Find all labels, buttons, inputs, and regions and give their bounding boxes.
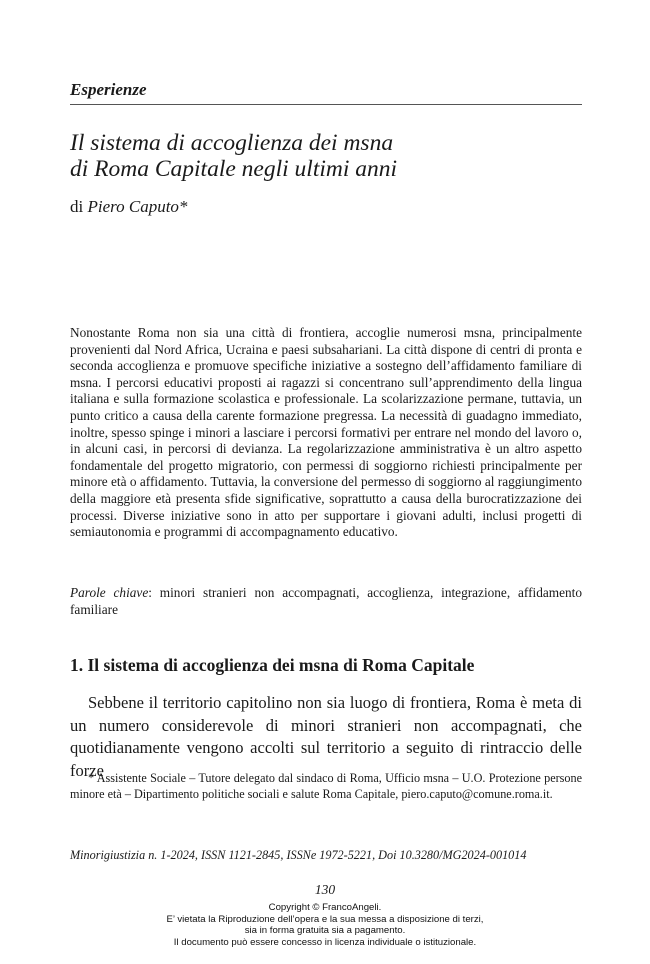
- title-line-1: Il sistema di accoglienza dei msna: [70, 130, 394, 156]
- footnote-text: * Assistente Sociale – Tutore delegato dal sindaco di Roma, Ufficio msna – U.O. Protezione persone minore età – Dipartimento politiche sociali e salute Roma Capitale, piero.caputo@comune.roma.it.: [70, 771, 582, 801]
- copyright-notice: [0, 902, 650, 948]
- abstract: [70, 325, 582, 541]
- copyright-line-2: E’ vietata la Riproduzione dell’opera e la sua messa a disposizione di terzi,: [166, 913, 484, 925]
- section-heading: 1. Il sistema di accoglienza dei msna di Roma Capitale: [70, 655, 475, 675]
- journal-citation: Minorigiustizia n. 1-2024, ISSN 1121-2845, ISSNe 1972-5221, Doi 10.3280/MG2024-001014: [70, 848, 527, 862]
- title-line-2: di Roma Capitale negli ultimi anni: [70, 156, 398, 182]
- byline: [70, 197, 187, 217]
- abstract-text: Nonostante Roma non sia una città di frontiera, accoglie numerosi msna, principalmente provenienti dal Nord Africa, Ucraina e paesi subsahariani. La città dispone di centri di pronta e seconda accoglienza e promuove specifiche iniziative a sostegno dell’affidamento familiare di msna. I percorsi educativi proposti ai ragazzi si concentrano sull’apprendimento della lingua italiana e sulla formazione scolastica e professionale. La scolarizzazione permane, tuttavia, un punto critico a causa della carente formazione pregressa. La necessità di guadagno immediato, inoltre, spesso spinge i minori a lasciare i percorsi formativi per entrare nel mondo del lavoro o, in alcuni casi, in percorsi di devianza. La regolarizzazione amministrativa è un altro aspetto fondamentale del progetto migratorio, con permessi di soggiorno richiesti principalmente per minore età o affidamento. Tuttavia, la conversione del permesso di soggiorno al raggiungimento della maggiore età presenta sfide significative, soprattutto a causa della burocratizzazione dei processi. Diverse iniziative sono in atto per supportare i giovani adulti, inclusi progetti di semiautonomia e programmi di accompagnamento educativo.: [70, 325, 582, 540]
- keywords-text: : minori stranieri non accompagnati, accoglienza, integrazione, affidamento familiare: [70, 585, 582, 617]
- copyright-line-1: Copyright © FrancoAngeli.: [268, 902, 382, 913]
- keywords: [70, 585, 582, 618]
- body-text: [70, 692, 582, 782]
- byline-prefix: di: [70, 197, 84, 216]
- body-paragraph: Sebbene il territorio capitolino non sia luogo di frontiera, Roma è meta di un numero considerevole di minori stranieri non accompagnati, che quotidianamente vengono accolti sul territorio a seguito di rintraccio delle forze: [70, 693, 582, 780]
- copyright-line-3: sia in forma gratuita sia a pagamento.: [244, 925, 406, 937]
- section-label: Esperienze: [70, 80, 147, 99]
- article-title: [70, 130, 582, 182]
- author-name: Piero Caputo*: [87, 197, 188, 216]
- page-number: 130: [314, 882, 336, 897]
- footnote: [70, 770, 582, 802]
- copyright-line-4: Il documento può essere concesso in licenza individuale o istituzionale.: [173, 936, 477, 948]
- section-divider: [70, 104, 582, 105]
- keywords-label: Parole chiave: [70, 585, 149, 600]
